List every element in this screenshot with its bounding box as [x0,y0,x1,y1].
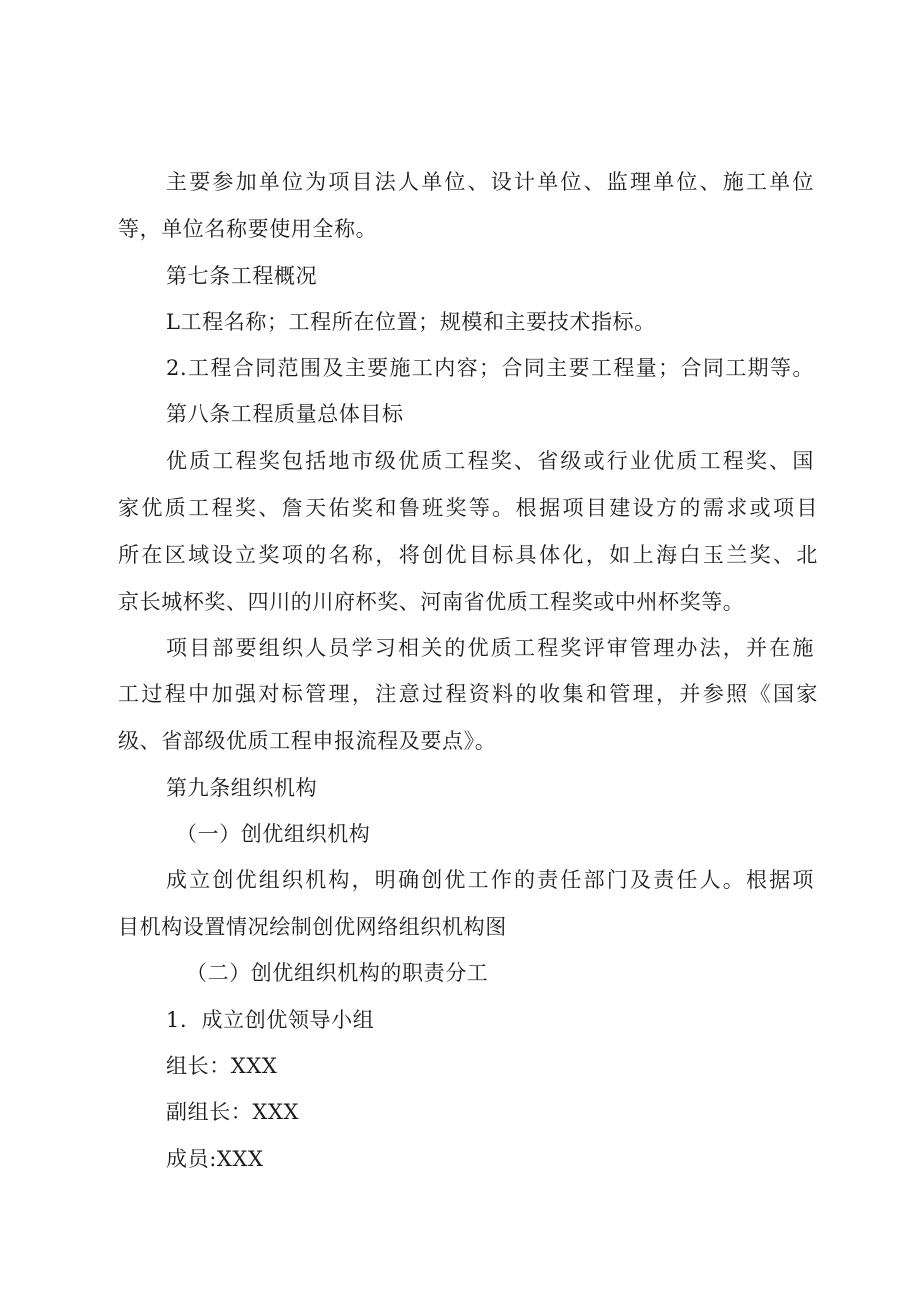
paragraph-study-line-1: 项目部要组织人员学习相关的优质工程奖评审管理办法，并在施 [166,636,814,660]
heading-article-7: 第七条工程概况 [166,264,318,288]
paragraph-participants-line-1: 主要参加单位为项目法人单位、设计单位、监理单位、施工单位 [166,170,814,194]
team-members: 成员:XXX [166,1147,264,1171]
paragraph-study-line-3: 级、省部级优质工程申报流程及要点》。 [118,729,497,753]
paragraph-organization-line-1: 成立创优组织机构，明确创优工作的责任部门及责任人。根据项 [166,868,814,892]
subheading-responsibilities: （二）创优组织机构的职责分工 [186,961,489,985]
paragraph-awards-line-1: 优质工程奖包括地市级优质工程奖、省级或行业优质工程奖、国 [166,449,814,473]
paragraph-awards-line-3: 所在区域设立奖项的名称，将创优目标具体化，如上海白玉兰奖、北 [118,543,818,567]
deputy-team-leader: 副组长：XXX [166,1100,300,1124]
paragraph-organization-line-2: 目机构设置情况绘制创优网络组织机构图 [118,915,507,939]
list-item-contract-scope: 2.工程合同范围及主要施工内容；合同主要工程量；合同工期等。 [166,356,814,380]
heading-article-9: 第九条组织机构 [166,776,318,800]
list-item-project-name: L工程名称；工程所在位置；规模和主要技术指标。 [166,310,656,334]
team-leader: 组长：XXX [166,1054,278,1078]
paragraph-awards-line-4: 京长城杯奖、四川的川府杯奖、河南省优质工程奖或中州杯奖等。 [118,590,745,614]
paragraph-study-line-2: 工过程中加强对标管理，注意过程资料的收集和管理，并参照《国家 [118,682,818,706]
paragraph-participants-line-2: 等，单位名称要使用全称。 [118,217,378,241]
paragraph-awards-line-2: 家优质工程奖、詹天佑奖和鲁班奖等。根据项目建设方的需求或项目 [118,496,818,520]
heading-article-8: 第八条工程质量总体目标 [166,402,404,426]
list-item-leadership-group: 1．成立创优领导小组 [166,1008,375,1032]
subheading-organization: （一）创优组织机构 [176,822,371,846]
